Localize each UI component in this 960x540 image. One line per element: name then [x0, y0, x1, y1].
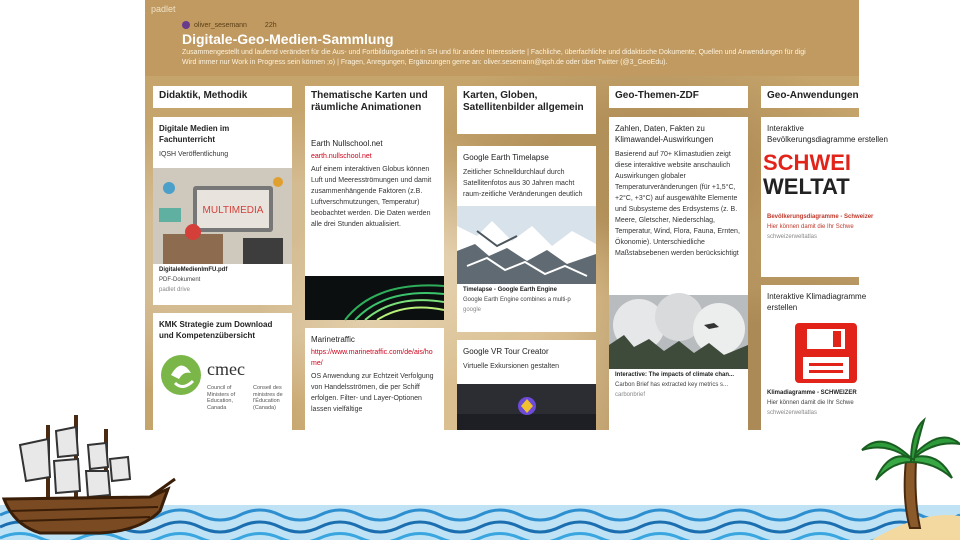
post-title: Interaktive Klimadiagramme erstellen — [767, 292, 867, 312]
post-image[interactable] — [305, 276, 444, 320]
link-preview-text: Google Earth Engine combines a multi-p — [463, 297, 571, 303]
avatar[interactable] — [182, 21, 190, 29]
attachment-name: DigitaleMedienImFU.pdf — [159, 267, 228, 273]
post-card[interactable] — [457, 146, 596, 332]
attachment-type: PDF-Dokument — [159, 277, 201, 283]
column-geo-themen-zdf — [609, 86, 748, 108]
post-card[interactable] — [761, 285, 900, 430]
board-title: Digitale-Geo-Medien-Sammlung — [182, 31, 394, 47]
post-title: Google Earth Timelapse — [463, 153, 549, 162]
link-preview-text: Hier können damit die Ihr Schwe — [767, 224, 854, 230]
post-text: OS Anwendung zur Echtzeit Verfolgung von Handelsströmen, die per Schiff erfolgen. Filter- und Layer-Optionen lassen vielfältige — [311, 373, 434, 413]
link-preview-source: google — [463, 307, 482, 313]
column-heading[interactable]: Thematische Karten und räumliche Animationen — [305, 86, 444, 134]
post-card[interactable] — [153, 313, 292, 430]
post-card[interactable] — [761, 117, 900, 277]
post-title: Google VR Tour Creator — [463, 347, 549, 356]
cmec-logo-text: cmec — [207, 359, 245, 379]
link-preview-source: schweizerweltatlas — [767, 234, 818, 240]
column-heading[interactable]: Geo-Themen-ZDF — [609, 86, 748, 108]
author-row — [182, 21, 277, 29]
link-preview-title: Timelapse - Google Earth Engine — [463, 287, 557, 293]
post-title: KMK Strategie zum Download und Kompetenzübersicht — [159, 320, 273, 340]
board-description-line: Wird immer nur Work in Progress sein können ;o) | Fragen, Anregungen, Ergänzungen gerne an: oliver.sesemann@iqsh.de oder über Twitter (@3_GeoEdu). — [182, 59, 668, 66]
cmec-subtitle-en: Council of Ministers of Education, Canada — [207, 385, 236, 411]
link-preview-title: Klimadiagramme - SCHWEIZER — [767, 390, 857, 396]
post-text: Virtuelle Exkursionen gestalten — [463, 363, 559, 370]
pirate-ship-illustration — [0, 415, 175, 540]
column-didaktik — [153, 86, 292, 108]
post-text: Auf einem interaktiven Globus können Luft und Meeresströmungen und damit zusammenhängende Faktoren (z.B. Luftverschmutzungen, Temperatur) beobachtet werden. Die Daten werden alle drei Stunden aktualisiert. — [311, 166, 432, 228]
schweizer-weltatlas-logo[interactable] — [761, 151, 900, 211]
logo-line: SCHWEI — [763, 150, 851, 175]
post-text: IQSH Veröffentlichung — [159, 151, 229, 158]
cmec-subtitle-fr: Conseil des ministres de l'Éducation (Canada) — [253, 385, 283, 411]
link-preview-source: schweizerweltatlas — [767, 410, 818, 416]
post-card[interactable] — [153, 117, 292, 305]
cmec-logo — [153, 343, 292, 423]
post-title: Earth Nullschool.net — [311, 139, 383, 148]
post-title: Marinetraffic — [311, 335, 355, 344]
post-link[interactable]: earth.nullschool.net — [311, 153, 372, 160]
post-image[interactable] — [457, 384, 596, 430]
board-description-line: Zusammengestellt und laufend verändert für die Aus- und Fortbildungsarbeit in SH und für andere Interessierte | Fachliche, überfachliche und didaktische Dokumente, Quellen und Anwendungen für digi — [182, 49, 806, 56]
author-name[interactable]: oliver_sesemann — [194, 21, 247, 29]
post-text: Zeitlicher Schnelldurchlauf durch Satellitenfotos aus 30 Jahren macht raum-zeitliche Veränderungen deutlich — [463, 169, 583, 198]
link-preview-text: Hier können damit die Ihr Schwe — [767, 400, 854, 406]
post-title: Zahlen, Daten, Fakten zu Klimawandel-Auswirkungen — [615, 124, 714, 144]
post-image[interactable] — [457, 206, 596, 284]
post-card[interactable] — [457, 340, 596, 430]
link-preview-title: Interactive: The impacts of climate chan... — [615, 372, 735, 378]
board-description — [182, 48, 857, 68]
post-card[interactable] — [305, 328, 444, 430]
post-link[interactable]: https://www.marinetraffic.com/de/ais/home/ — [311, 349, 433, 367]
post-title: Digitale Medien im Fachunterricht — [159, 124, 230, 144]
post-text: Basierend auf 70+ Klimastudien zeigt diese interaktive website anschaulich Auswirkungen globaler Temperaturveränderungen (für +1,5°C, +2°C, +3°C) auf ausgewählte Elemente und Subsysteme des Erdsystems (z. B. Meere, Gletscher, Niederschlag, Temperatur, Wind, Flora, Fauna, Ernten, Ökonomie). Unterschiedliche Maßstabsebenen werden berücksichtigt — [615, 151, 740, 257]
link-preview-title: Bevölkerungsdiagramme - Schweizer — [767, 214, 874, 220]
link-preview-text: Carbon Brief has extracted key metrics s... — [615, 382, 729, 388]
padlet-board — [145, 0, 888, 430]
post-image[interactable] — [761, 319, 900, 387]
column-thematische-karten — [305, 86, 444, 134]
column-karten-globen — [457, 86, 596, 134]
attachment-source: padlet drive — [159, 287, 191, 293]
board-header — [145, 0, 859, 76]
post-image[interactable] — [609, 295, 748, 369]
logo-line: WELTAT — [763, 174, 850, 199]
time-ago: 22h — [264, 21, 277, 29]
post-card[interactable] — [609, 117, 748, 430]
image-label: MULTIMEDIA — [202, 205, 264, 216]
post-card[interactable] — [305, 132, 444, 320]
palm-tree-illustration — [862, 420, 960, 540]
post-title: Interaktive Bevölkerungsdiagramme erstellen — [767, 124, 888, 144]
post-image[interactable] — [153, 168, 292, 264]
link-preview-source: carbonbrief — [615, 392, 646, 398]
padlet-logo[interactable]: padlet — [151, 4, 176, 14]
column-heading[interactable]: Geo-Anwendungen — [761, 86, 900, 108]
column-heading[interactable]: Karten, Globen, Satellitenbilder allgemein — [457, 86, 596, 134]
column-geo-anwendungen — [761, 86, 900, 108]
column-heading[interactable]: Didaktik, Methodik — [153, 86, 292, 108]
